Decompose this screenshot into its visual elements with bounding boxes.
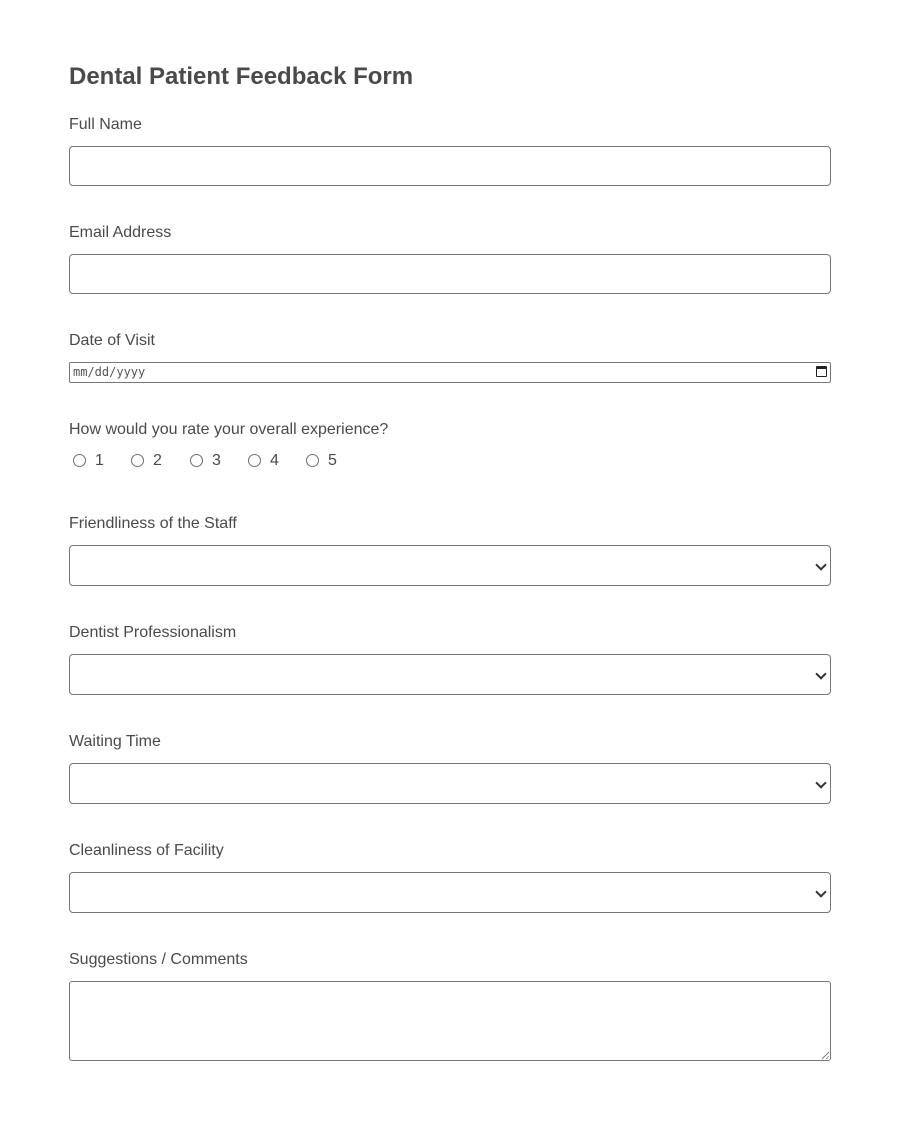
- comments-textarea[interactable]: [69, 981, 831, 1061]
- resize-handle-icon[interactable]: [822, 1052, 829, 1059]
- dentist-professionalism-label: Dentist Professionalism: [69, 624, 237, 641]
- chevron-down-icon: [815, 777, 826, 788]
- cleanliness-label: Cleanliness of Facility: [69, 842, 224, 859]
- overall-rating-question: How would you rate your overall experience?: [69, 421, 389, 438]
- chevron-down-icon: [815, 559, 826, 570]
- rating-option-label: 3: [212, 452, 221, 469]
- radio-button[interactable]: [73, 454, 86, 467]
- staff-friendliness-label: Friendliness of the Staff: [69, 515, 237, 532]
- rating-option-label: 2: [153, 452, 162, 469]
- calendar-icon[interactable]: [816, 366, 827, 377]
- radio-button[interactable]: [190, 454, 203, 467]
- cleanliness-select[interactable]: [69, 872, 831, 913]
- radio-button[interactable]: [248, 454, 261, 467]
- full-name-label: Full Name: [69, 116, 142, 133]
- rating-option-label: 5: [328, 452, 337, 469]
- radio-button[interactable]: [131, 454, 144, 467]
- staff-friendliness-select[interactable]: [69, 545, 831, 586]
- waiting-time-label: Waiting Time: [69, 733, 161, 750]
- email-input[interactable]: [69, 254, 831, 294]
- comments-label: Suggestions / Comments: [69, 951, 248, 968]
- chevron-down-icon: [815, 668, 826, 679]
- radio-button[interactable]: [306, 454, 319, 467]
- visit-date-placeholder: mm/dd/yyyy: [73, 365, 146, 379]
- visit-date-input[interactable]: [69, 362, 831, 383]
- page-title: Dental Patient Feedback Form: [69, 63, 414, 90]
- rating-option-label: 1: [95, 452, 104, 469]
- dentist-professionalism-select[interactable]: [69, 654, 831, 695]
- full-name-input[interactable]: [69, 146, 831, 186]
- email-label: Email Address: [69, 224, 172, 241]
- visit-date-label: Date of Visit: [69, 332, 155, 349]
- chevron-down-icon: [815, 886, 826, 897]
- rating-option-label: 4: [270, 452, 279, 469]
- waiting-time-select[interactable]: [69, 763, 831, 804]
